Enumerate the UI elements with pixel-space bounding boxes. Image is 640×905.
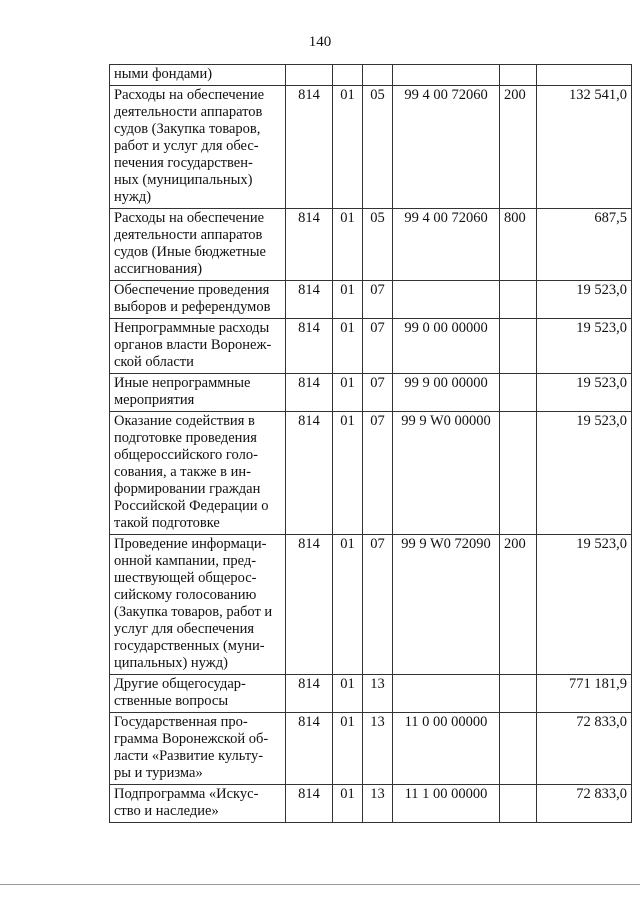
cell-expense-type (500, 412, 537, 535)
cell-expense-type (500, 319, 537, 374)
cell-expense-type: 800 (500, 209, 537, 281)
expense-name-line: шествующей общерос- (114, 570, 257, 586)
cell-amount: 72 833,0 (537, 785, 632, 823)
expense-name-line: общероссийского голо- (114, 447, 258, 463)
cell-subsection-code: 07 (363, 535, 393, 675)
cell-target-article (393, 281, 500, 319)
cell-section-code: 01 (333, 535, 363, 675)
cell-subsection-code: 07 (363, 319, 393, 374)
cell-section-code: 01 (333, 675, 363, 713)
expense-name-line: выборов и референдумов (114, 299, 271, 315)
expense-name-line: Обеспечение проведения (114, 282, 270, 298)
expense-name-line: такой подготовке (114, 515, 220, 531)
cell-department-code: 814 (286, 209, 333, 281)
expense-name-line: судов (Закупка товаров, (114, 121, 261, 137)
cell-expense-type (500, 65, 537, 86)
expense-name-line: ными фондами) (114, 66, 213, 82)
cell-expense-type: 200 (500, 535, 537, 675)
table-row (110, 675, 632, 713)
expense-name-line: ской области (114, 354, 194, 370)
cell-expense-name (110, 86, 286, 209)
cell-target-article: 99 4 00 72060 (393, 209, 500, 281)
expense-name-line: ласти «Развитие культу- (114, 748, 264, 764)
cell-expense-name (110, 785, 286, 823)
expense-name-line: грамма Воронежской об- (114, 731, 269, 747)
cell-expense-name (110, 412, 286, 535)
cell-department-code: 814 (286, 535, 333, 675)
cell-section-code: 01 (333, 412, 363, 535)
expense-name-line: Расходы на обеспечение (114, 210, 265, 226)
cell-expense-name (110, 713, 286, 785)
cell-section-code: 01 (333, 713, 363, 785)
expense-name-line: нужд) (114, 189, 152, 205)
table-row (110, 281, 632, 319)
cell-expense-name (110, 319, 286, 374)
expense-name-line: Непрограммные расходы (114, 320, 270, 336)
bottom-divider (0, 884, 640, 885)
cell-amount: 771 181,9 (537, 675, 632, 713)
cell-section-code: 01 (333, 319, 363, 374)
cell-expense-name (110, 209, 286, 281)
expense-name-line: сования, а также в ин- (114, 464, 251, 480)
cell-department-code: 814 (286, 86, 333, 209)
cell-expense-type: 200 (500, 86, 537, 209)
cell-subsection-code: 07 (363, 374, 393, 412)
cell-amount: 19 523,0 (537, 319, 632, 374)
cell-department-code: 814 (286, 374, 333, 412)
cell-target-article: 99 0 00 00000 (393, 319, 500, 374)
expense-name-line: Иные непрограммные (114, 375, 251, 391)
budget-table (109, 64, 632, 823)
expense-name-line: ассигнования) (114, 261, 203, 277)
expense-name-line: подготовке проведения (114, 430, 257, 446)
expense-name-line: судов (Иные бюджетные (114, 244, 266, 260)
expense-name-line: Другие общегосудар- (114, 676, 246, 692)
expense-name-line: Подпрограмма «Искус- (114, 786, 259, 802)
cell-expense-type (500, 713, 537, 785)
expense-name-line: государственных (муни- (114, 638, 265, 654)
cell-section-code: 01 (333, 281, 363, 319)
cell-department-code: 814 (286, 319, 333, 374)
expense-name-line: Государственная про- (114, 714, 248, 730)
cell-department-code (286, 65, 333, 86)
table-row (110, 785, 632, 823)
cell-amount: 19 523,0 (537, 412, 632, 535)
cell-department-code: 814 (286, 675, 333, 713)
cell-expense-name (110, 675, 286, 713)
cell-section-code: 01 (333, 209, 363, 281)
cell-expense-type (500, 785, 537, 823)
cell-target-article (393, 65, 500, 86)
cell-section-code: 01 (333, 374, 363, 412)
cell-target-article: 99 9 W0 72090 (393, 535, 500, 675)
cell-section-code (333, 65, 363, 86)
expense-name-line: деятельности аппаратов (114, 227, 263, 243)
cell-subsection-code: 13 (363, 675, 393, 713)
cell-subsection-code: 07 (363, 412, 393, 535)
cell-target-article: 11 0 00 00000 (393, 713, 500, 785)
table-row (110, 86, 632, 209)
cell-subsection-code: 13 (363, 713, 393, 785)
expense-name-line: ство и наследие» (114, 803, 219, 819)
expense-name-line: ципальных) нужд) (114, 655, 228, 671)
budget-table-body (110, 65, 632, 823)
expense-name-line: мероприятия (114, 392, 195, 408)
cell-target-article: 99 9 00 00000 (393, 374, 500, 412)
cell-department-code: 814 (286, 785, 333, 823)
cell-subsection-code: 13 (363, 785, 393, 823)
table-row (110, 319, 632, 374)
cell-department-code: 814 (286, 412, 333, 535)
table-row (110, 535, 632, 675)
cell-target-article (393, 675, 500, 713)
cell-department-code: 814 (286, 281, 333, 319)
cell-department-code: 814 (286, 713, 333, 785)
table-row (110, 713, 632, 785)
table-row (110, 374, 632, 412)
expense-name-line: Российской Федерации о (114, 498, 269, 514)
cell-expense-type (500, 281, 537, 319)
cell-subsection-code: 07 (363, 281, 393, 319)
expense-name-line: (Закупка товаров, работ и (114, 604, 273, 620)
cell-expense-name (110, 535, 286, 675)
cell-amount: 19 523,0 (537, 374, 632, 412)
table-row (110, 412, 632, 535)
page-number: 140 (308, 34, 332, 50)
expense-name-line: Оказание содействия в (114, 413, 255, 429)
cell-expense-name (110, 65, 286, 86)
cell-expense-type (500, 675, 537, 713)
expense-name-line: сийскому голосованию (114, 587, 257, 603)
cell-section-code: 01 (333, 86, 363, 209)
cell-target-article: 99 9 W0 00000 (393, 412, 500, 535)
cell-target-article: 99 4 00 72060 (393, 86, 500, 209)
expense-name-line: ных (муниципальных) (114, 172, 253, 188)
cell-section-code: 01 (333, 785, 363, 823)
cell-amount (537, 65, 632, 86)
cell-subsection-code: 05 (363, 86, 393, 209)
cell-amount: 72 833,0 (537, 713, 632, 785)
cell-expense-name (110, 281, 286, 319)
expense-name-line: онной кампании, пред- (114, 553, 257, 569)
expense-name-line: печения государствен- (114, 155, 253, 171)
expense-name-line: Расходы на обеспечение (114, 87, 265, 103)
table-row (110, 65, 632, 86)
cell-amount: 19 523,0 (537, 281, 632, 319)
cell-expense-name (110, 374, 286, 412)
cell-target-article: 11 1 00 00000 (393, 785, 500, 823)
expense-name-line: Проведение информаци- (114, 536, 267, 552)
table-row (110, 209, 632, 281)
cell-amount: 132 541,0 (537, 86, 632, 209)
expense-name-line: ры и туризма» (114, 765, 203, 781)
expense-name-line: деятельности аппаратов (114, 104, 263, 120)
cell-expense-type (500, 374, 537, 412)
expense-name-line: работ и услуг для обес- (114, 138, 259, 154)
expense-name-line: формировании граждан (114, 481, 261, 497)
expense-name-line: услуг для обеспечения (114, 621, 255, 637)
cell-amount: 19 523,0 (537, 535, 632, 675)
cell-subsection-code: 05 (363, 209, 393, 281)
cell-subsection-code (363, 65, 393, 86)
expense-name-line: органов власти Воронеж- (114, 337, 272, 353)
cell-amount: 687,5 (537, 209, 632, 281)
expense-name-line: ственные вопросы (114, 693, 229, 709)
